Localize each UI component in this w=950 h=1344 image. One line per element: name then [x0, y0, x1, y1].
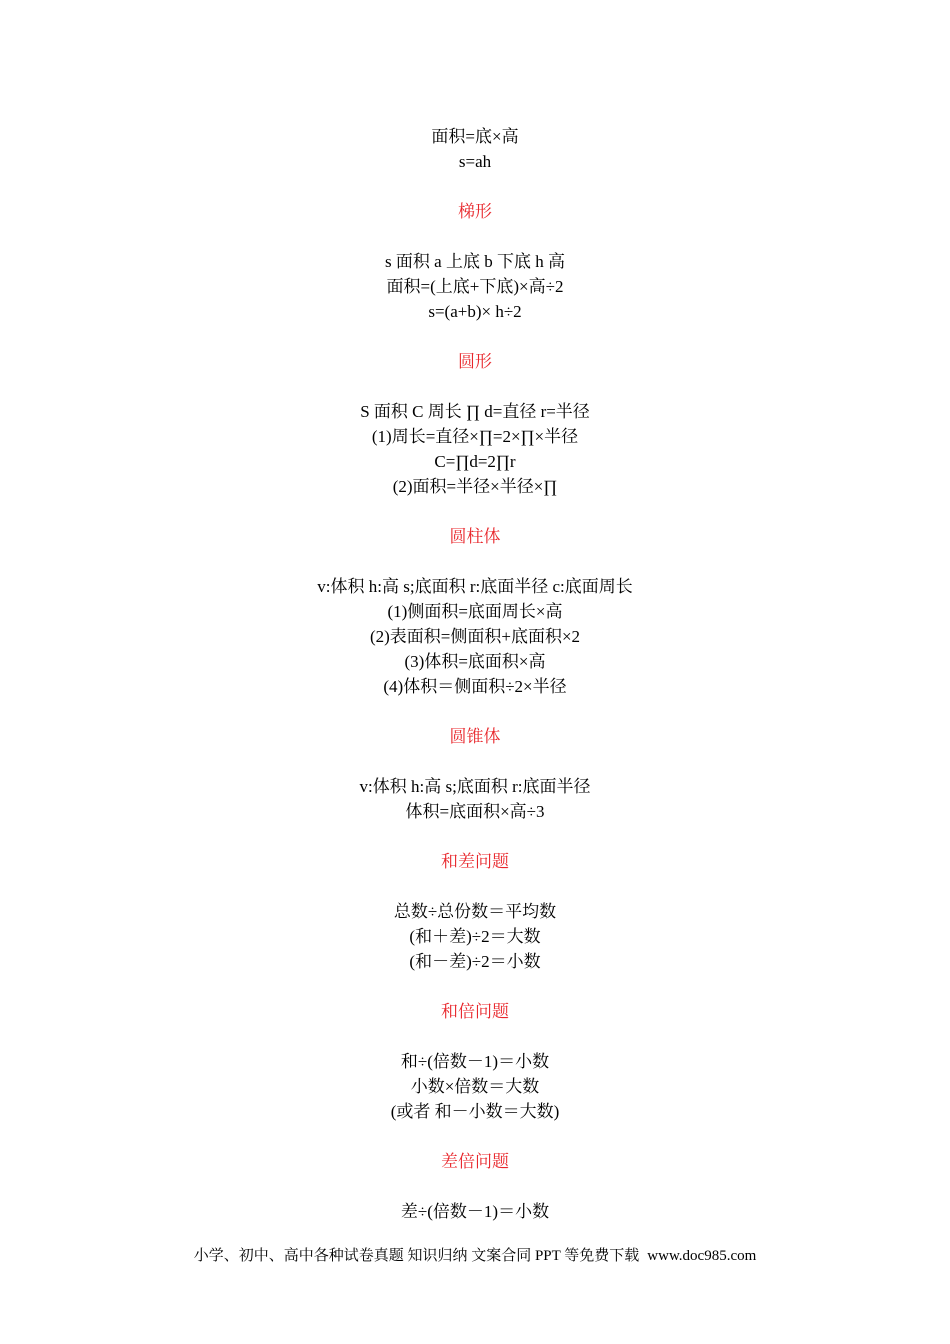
formula-line: 面积=(上底+下底)×高÷2 — [386, 277, 564, 296]
formula-line: (1)周长=直径×∏=2×∏×半径 — [371, 427, 579, 446]
formula-line: s=(a+b)× h÷2 — [428, 302, 522, 321]
section-cylinder — [0, 524, 950, 699]
formula-line: (2)表面积=侧面积+底面积×2 — [369, 627, 581, 646]
spacer — [0, 499, 950, 524]
formula-line: (和＋差)÷2＝大数 — [409, 927, 541, 946]
spacer — [0, 374, 950, 399]
section-heading-cylinder: 圆柱体 — [449, 527, 501, 546]
footer-link[interactable]: www.doc985.com — [647, 1248, 757, 1264]
spacer — [0, 1124, 950, 1149]
spacer — [0, 174, 950, 199]
footer-text: 小学、初中、高中各种试卷真题 知识归纳 文案合同 PPT 等免费下载 — [193, 1248, 640, 1264]
section-heading-trapezoid: 梯形 — [458, 202, 492, 221]
formula-line: v:体积 h:高 s;底面积 r:底面半径 c:底面周长 — [317, 577, 633, 596]
formula-line: C=∏d=2∏r — [434, 452, 516, 471]
spacer — [0, 699, 950, 724]
section-circle — [0, 349, 950, 499]
spacer — [0, 974, 950, 999]
formula-line: s 面积 a 上底 b 下底 h 高 — [385, 252, 565, 271]
formula-line: 总数÷总份数＝平均数 — [393, 902, 557, 921]
formula-line: 面积=底×高 — [431, 127, 519, 146]
section-sum-multiple — [0, 999, 950, 1124]
formula-line: (3)体积=底面积×高 — [404, 652, 546, 671]
spacer — [0, 824, 950, 849]
formula-line: 体积=底面积×高÷3 — [405, 802, 545, 821]
formula-line: (1)侧面积=底面周长×高 — [387, 602, 563, 621]
spacer — [0, 1024, 950, 1049]
formula-line: (2)面积=半径×半径×∏ — [392, 477, 558, 496]
spacer — [0, 224, 950, 249]
page-footer — [0, 1246, 950, 1266]
formula-line: (4)体积＝侧面积÷2×半径 — [383, 677, 567, 696]
section-heading-circle: 圆形 — [458, 352, 492, 371]
spacer — [0, 549, 950, 574]
section-heading-sum-multiple: 和倍问题 — [441, 1002, 509, 1021]
section-difference-multiple — [0, 1149, 950, 1224]
formula-line: 和÷(倍数－1)＝小数 — [400, 1052, 550, 1071]
section-heading-sum-difference: 和差问题 — [441, 852, 509, 871]
section-cone — [0, 724, 950, 824]
spacer — [0, 749, 950, 774]
section-heading-cone: 圆锥体 — [449, 727, 501, 746]
spacer — [0, 1174, 950, 1199]
document-body — [0, 124, 950, 1224]
section-trapezoid — [0, 199, 950, 324]
section-heading-difference-multiple: 差倍问题 — [441, 1152, 509, 1171]
formula-line: s=ah — [458, 152, 492, 171]
formula-line: v:体积 h:高 s;底面积 r:底面半径 — [359, 777, 591, 796]
formula-line: (或者 和－小数＝大数) — [390, 1102, 560, 1121]
formula-line: 小数×倍数＝大数 — [410, 1077, 540, 1096]
spacer — [0, 324, 950, 349]
formula-line: S 面积 C 周长 ∏ d=直径 r=半径 — [360, 402, 590, 421]
formula-line: 差÷(倍数－1)＝小数 — [400, 1202, 550, 1221]
section-parallelogram — [0, 124, 950, 174]
spacer — [0, 874, 950, 899]
section-sum-difference — [0, 849, 950, 974]
formula-line: (和－差)÷2＝小数 — [409, 952, 541, 971]
